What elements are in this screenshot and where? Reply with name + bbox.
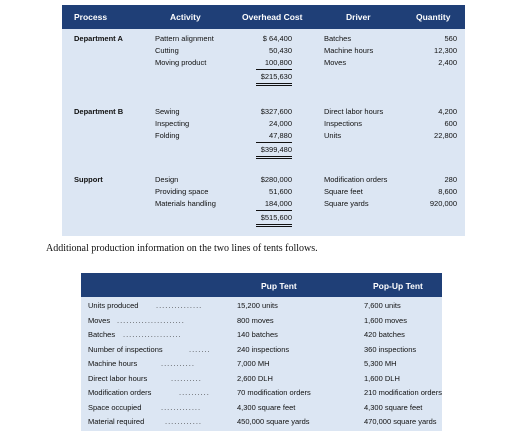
table-row <box>81 330 442 345</box>
row-label: Number of inspections <box>88 344 163 354</box>
cost-cell: 51,600 <box>269 187 292 196</box>
quantity-cell: 600 <box>444 119 457 128</box>
driver-cell: Units <box>324 131 342 140</box>
popup-value: 7,600 units <box>364 301 401 310</box>
driver-cell: Moves <box>324 58 347 67</box>
activity-cell: Cutting <box>155 46 179 55</box>
cost-cell: 47,880 <box>256 130 292 143</box>
row-label: Moves <box>88 315 111 325</box>
row-label: Direct labor hours <box>88 373 148 383</box>
leader-dots: ...................... <box>117 315 185 325</box>
row-label: Units produced <box>88 301 139 310</box>
production-info-table <box>81 273 442 431</box>
cost-total: $215,630 <box>256 71 292 86</box>
cost-cell: $327,600 <box>260 107 292 116</box>
pup-value: 15,200 units <box>237 301 278 310</box>
quantity-cell: 2,400 <box>438 58 457 67</box>
pup-value: 800 moves <box>237 315 274 325</box>
table-row <box>81 417 442 432</box>
header-quantity: Quantity <box>416 12 451 22</box>
activity-cell: Design <box>155 175 179 184</box>
overhead-cost-table <box>62 5 465 236</box>
driver-cell: Machine hours <box>324 46 374 55</box>
process-label: Department B <box>74 107 124 116</box>
row-label: Space occupied <box>88 402 142 412</box>
popup-value: 420 batches <box>364 330 405 339</box>
row-label: Modification orders <box>88 388 152 397</box>
header-popup-tent: Pop-Up Tent <box>373 281 423 291</box>
additional-info-text: Additional production information on the two lines of tents follows. <box>46 243 318 254</box>
leader-dots: ............... <box>156 301 203 310</box>
table-row <box>81 374 442 389</box>
cost-total: $515,600 <box>256 212 292 227</box>
quantity-cell: 560 <box>444 34 457 43</box>
row-label: Material required <box>88 417 145 426</box>
driver-cell: Modification orders <box>324 175 388 184</box>
popup-value: 5,300 MH <box>364 359 397 368</box>
quantity-cell: 8,600 <box>438 187 457 196</box>
row-label: Machine hours <box>88 359 138 368</box>
driver-cell: Direct labor hours <box>324 107 384 116</box>
process-label: Support <box>74 175 103 184</box>
cost-cell: 184,000 <box>256 198 292 211</box>
department-a-group <box>62 33 465 106</box>
quantity-cell: 920,000 <box>429 199 457 208</box>
table-row <box>81 403 442 418</box>
driver-cell: Square yards <box>324 199 369 208</box>
leader-dots: ....... <box>189 344 211 354</box>
pup-value: 7,000 MH <box>237 359 270 368</box>
table-row <box>81 316 442 331</box>
cost-cell: 100,800 <box>256 57 292 70</box>
quantity-cell: 4,200 <box>438 107 457 116</box>
quantity-cell: 280 <box>444 175 457 184</box>
popup-value: 210 modification orders <box>364 388 442 397</box>
table-header-row <box>81 273 442 297</box>
cost-cell: 24,000 <box>269 119 292 128</box>
activity-cell: Providing space <box>155 187 209 196</box>
popup-value: 360 inspections <box>364 344 417 354</box>
support-group <box>62 174 465 232</box>
process-label: Department A <box>74 34 123 43</box>
pup-value: 2,600 DLH <box>237 373 273 383</box>
leader-dots: .......... <box>171 373 202 383</box>
activity-cell: Sewing <box>155 107 180 116</box>
table-row <box>81 345 442 360</box>
table-row <box>81 301 442 316</box>
header-process: Process <box>74 12 108 22</box>
leader-dots: ................... <box>123 330 182 339</box>
popup-value: 1,600 DLH <box>364 373 400 383</box>
pup-value: 450,000 square yards <box>237 417 310 426</box>
pup-value: 240 inspections <box>237 344 290 354</box>
table-row <box>81 388 442 403</box>
leader-dots: ........... <box>161 359 195 368</box>
leader-dots: .......... <box>179 388 210 397</box>
driver-cell: Square feet <box>324 187 363 196</box>
header-activity: Activity <box>170 12 201 22</box>
quantity-cell: 22,800 <box>434 131 457 140</box>
row-label: Batches <box>88 330 116 339</box>
cost-cell: 50,430 <box>269 46 292 55</box>
table-body <box>81 297 442 431</box>
leader-dots: ............ <box>165 417 203 426</box>
activity-cell: Folding <box>155 131 180 140</box>
driver-cell: Inspections <box>324 119 362 128</box>
header-pup-tent: Pup Tent <box>261 281 297 291</box>
activity-cell: Materials handling <box>155 199 216 208</box>
cost-cell: $280,000 <box>260 175 292 184</box>
popup-value: 4,300 square feet <box>364 402 423 412</box>
activity-cell: Pattern alignment <box>155 34 214 43</box>
pup-value: 4,300 square feet <box>237 402 296 412</box>
quantity-cell: 12,300 <box>434 46 457 55</box>
table-row <box>81 359 442 374</box>
cost-total: $399,480 <box>256 144 292 159</box>
cost-cell: $ 64,400 <box>262 34 292 43</box>
table-body <box>62 29 465 236</box>
activity-cell: Moving product <box>155 58 207 67</box>
popup-value: 470,000 square yards <box>364 417 437 426</box>
activity-cell: Inspecting <box>155 119 190 128</box>
department-b-group <box>62 106 465 174</box>
header-overhead-cost: Overhead Cost <box>242 12 303 22</box>
table-header-row <box>62 5 465 29</box>
pup-value: 140 batches <box>237 330 278 339</box>
pup-value: 70 modification orders <box>237 388 311 397</box>
popup-value: 1,600 moves <box>364 315 407 325</box>
leader-dots: ............. <box>161 402 202 412</box>
driver-cell: Batches <box>324 34 352 43</box>
header-driver: Driver <box>346 12 371 22</box>
